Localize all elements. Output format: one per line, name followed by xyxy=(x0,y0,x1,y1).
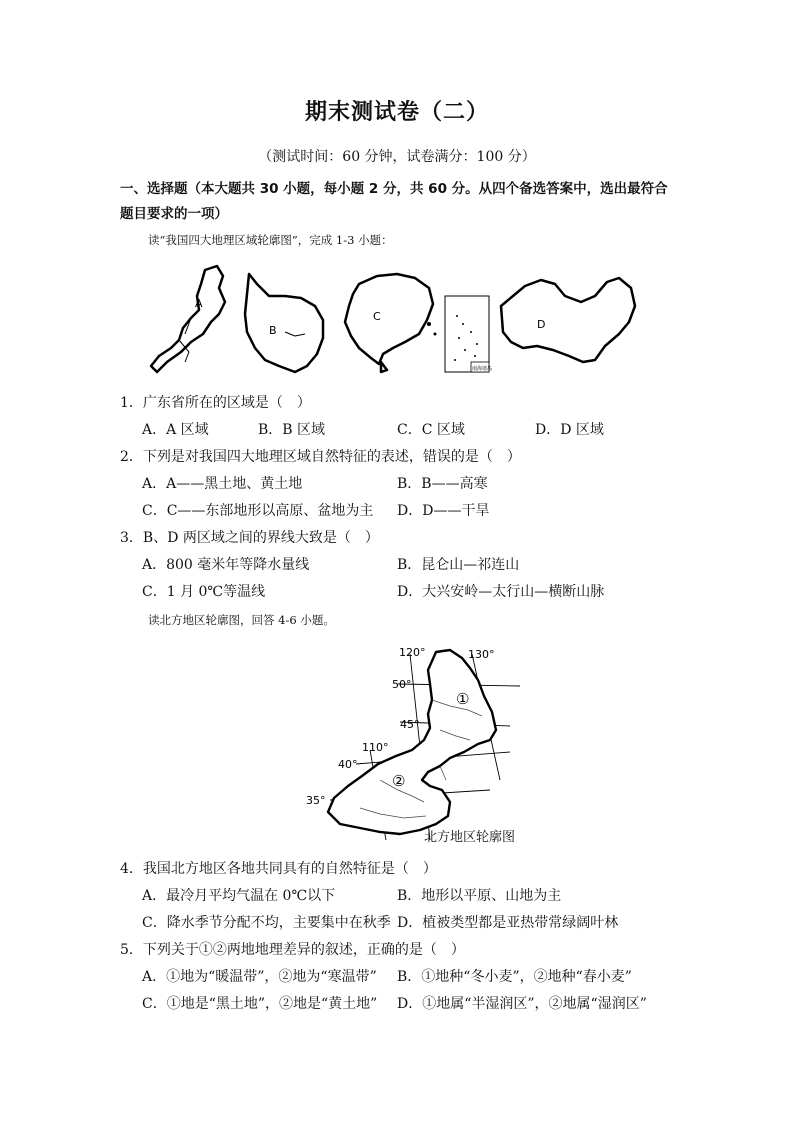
q2-option-d[interactable]: D．D——干旱 xyxy=(397,503,490,519)
south-china-sea-inset xyxy=(445,296,492,372)
lon-label-110: 110° xyxy=(362,741,389,754)
lat-label-45: 45° xyxy=(400,718,420,731)
map-label-b: B xyxy=(269,324,277,337)
question-2-stem: 2．下列是对我国四大地理区域自然特征的表述，错误的是（ ） xyxy=(120,449,521,465)
lon-label-120: 120° xyxy=(399,646,426,659)
q3-option-b[interactable]: B．昆仑山—祁连山 xyxy=(397,557,520,573)
northern-region-outline xyxy=(328,650,496,834)
q1-option-c[interactable]: C．C 区域 xyxy=(397,422,465,438)
q1-option-b[interactable]: B．B 区域 xyxy=(258,422,326,438)
lon-label-130: 130° xyxy=(468,648,495,661)
q5-option-d[interactable]: D．①地属“半湿润区”，②地属“湿润区” xyxy=(397,996,647,1012)
map-region-c xyxy=(345,274,437,372)
q2-option-a[interactable]: A．A——黑土地、黄土地 xyxy=(142,476,303,492)
q5-option-c[interactable]: C．①地是“黑土地”，②地是“黄土地” xyxy=(142,996,378,1012)
q4-option-c[interactable]: C．降水季节分配不均，主要集中在秋季 xyxy=(142,915,391,931)
q1-option-a[interactable]: A．A 区域 xyxy=(142,422,209,438)
q1-option-d[interactable]: D．D 区域 xyxy=(535,422,604,438)
region-mark-2: ② xyxy=(392,772,406,790)
q3-option-c[interactable]: C．1 月 0℃等温线 xyxy=(142,584,266,600)
q4-option-a[interactable]: A．最冷月平均气温在 0℃以下 xyxy=(142,888,336,904)
q5-option-b[interactable]: B．①地种“冬小麦”，②地种“春小麦” xyxy=(397,969,632,985)
map-region-d xyxy=(501,278,635,362)
lat-label-40: 40° xyxy=(338,758,358,771)
q3-option-d[interactable]: D．大兴安岭—太行山—横断山脉 xyxy=(397,584,605,600)
question-3-stem: 3．B、D 两区域之间的界线大致是（ ） xyxy=(120,530,379,546)
q2-option-c[interactable]: C．C——东部地形以高原、盆地为主 xyxy=(142,503,374,519)
intro-text-2: 读北方地区轮廓图，回答 4-6 小题。 xyxy=(148,613,335,627)
four-regions-maps xyxy=(145,262,645,382)
question-1-stem: 1．广东省所在的区域是（ ） xyxy=(120,395,311,411)
lat-label-35: 35° xyxy=(306,794,326,807)
lat-label-50: 50° xyxy=(392,678,412,691)
map-label-a: A xyxy=(195,297,203,310)
question-4-stem: 4．我国北方地区各地共同具有的自然特征是（ ） xyxy=(120,861,437,877)
region-mark-1: ① xyxy=(456,690,470,708)
map-label-c: C xyxy=(373,310,381,323)
q2-option-b[interactable]: B．B——高寒 xyxy=(397,476,488,492)
map-caption: 北方地区轮廓图 xyxy=(424,830,516,845)
exam-subtitle: （测试时间：60 分钟，试卷满分：100 分） xyxy=(258,149,536,165)
intro-text-1: 读“我国四大地理区域轮廓图”，完成 1-3 小题： xyxy=(148,233,393,247)
inset-label: 南海诸岛 xyxy=(472,366,493,372)
page-title: 期末测试卷（二） xyxy=(304,100,489,125)
map-region-b xyxy=(245,274,323,372)
map-label-d: D xyxy=(537,318,546,331)
q3-option-a[interactable]: A．800 毫米年等降水量线 xyxy=(142,557,310,573)
question-5-stem: 5．下列关于①②两地地理差异的叙述，正确的是（ ） xyxy=(120,942,465,958)
northern-region-map xyxy=(300,640,530,850)
section-heading: 一、选择题（本大题共 30 小题，每小题 2 分，共 60 分。从四个备选答案中，选出最符合题目要求的一项） xyxy=(120,181,668,222)
q4-option-d[interactable]: D．植被类型都是亚热带常绿阔叶林 xyxy=(397,915,619,931)
map-region-a xyxy=(151,266,225,372)
q4-option-b[interactable]: B．地形以平原、山地为主 xyxy=(397,888,562,904)
q5-option-a[interactable]: A．①地为“暖温带”，②地为“寒温带” xyxy=(142,969,377,985)
